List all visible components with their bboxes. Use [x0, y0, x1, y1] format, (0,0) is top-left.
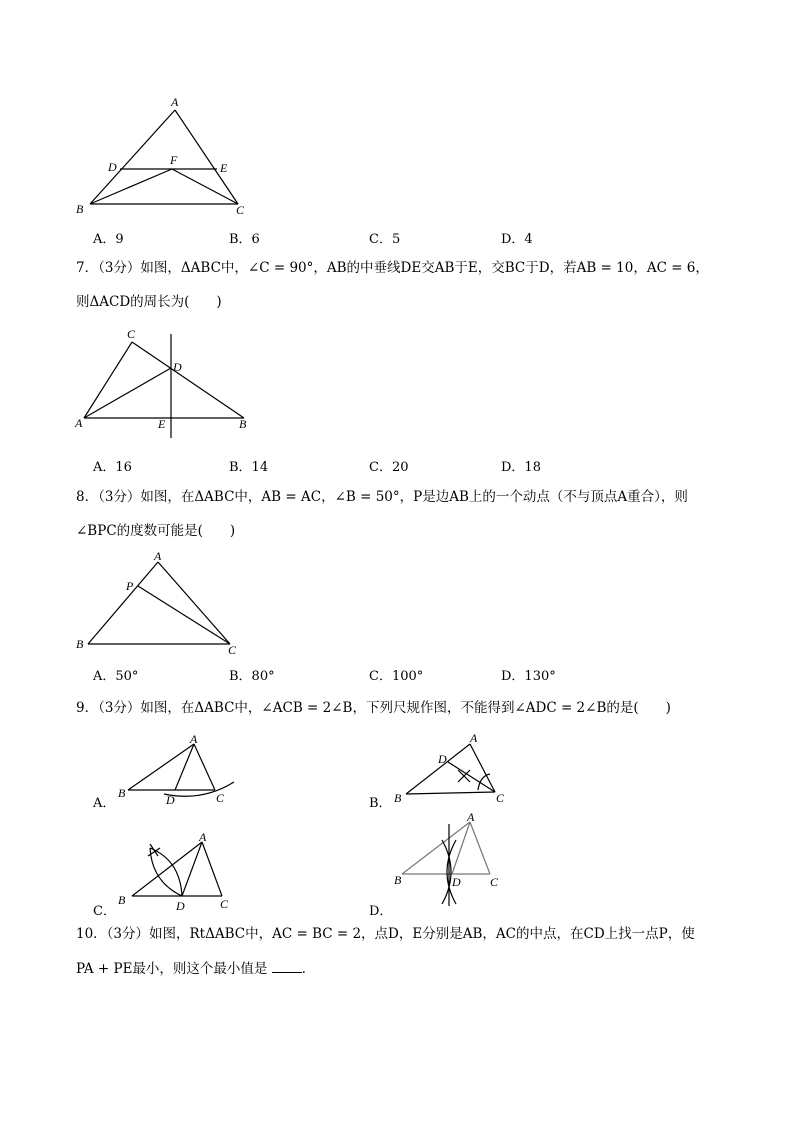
label-B: B [239, 417, 247, 431]
q10-stem-line2 [76, 960, 315, 978]
q9-figure-b [390, 730, 520, 810]
q6-option-b[interactable]: B．6 [229, 232, 260, 247]
q7-option-d[interactable]: D．18 [501, 460, 541, 475]
q8-figure [72, 548, 252, 658]
q9-option-d[interactable]: D． [369, 904, 393, 919]
label-D: D [452, 875, 461, 889]
label-D: D [108, 160, 117, 174]
label-E: E [220, 161, 228, 175]
q9-option-a[interactable]: A． [93, 796, 116, 811]
label-A: A [199, 830, 207, 844]
label-C: C [220, 897, 229, 911]
label-A: A [470, 731, 478, 745]
q8-stem-line1: 8．（3分）如图，在ΔABC中，AB = AC，∠B = 50°，P是边AB上的一个动点（不与顶点A重合），则 [76, 489, 688, 505]
label-A: A [171, 95, 179, 109]
label-A: A [154, 549, 162, 563]
label-B: B [76, 202, 84, 216]
label-C: C [228, 643, 237, 657]
label-A: A [190, 732, 198, 746]
q10-line2-text: PA + PE最小，则这个最小值是 [76, 961, 268, 977]
q9-figure-c [112, 830, 242, 915]
label-C: C [127, 327, 136, 341]
q9-stem-line1: 9．（3分）如图，在ΔABC中，∠ACB = 2∠B，下列尺规作图，不能得到∠ADC = 2∠B的是( ) [76, 700, 671, 716]
q6-option-c[interactable]: C．5 [369, 232, 401, 247]
q7-stem-line1: 7．（3分）如图，ΔABC中，∠C = 90°，AB的中垂线DE交AB于E，交BC于D，若AB = 10，AC = 6， [76, 260, 709, 276]
label-D: D [438, 752, 447, 766]
q9-option-b[interactable]: B． [369, 796, 392, 811]
q6-option-a[interactable]: A．9 [93, 232, 124, 247]
q7-option-b[interactable]: B．14 [229, 460, 269, 475]
q7-option-a[interactable]: A．16 [93, 460, 132, 475]
label-D: D [166, 793, 175, 807]
label-F: F [170, 153, 178, 167]
q10-answer-blank[interactable] [272, 960, 302, 973]
q7-option-c[interactable]: C．20 [369, 460, 409, 475]
label-C: C [490, 875, 499, 889]
q8-option-d[interactable]: D．130° [501, 669, 556, 684]
q6-option-d[interactable]: D．4 [501, 232, 533, 247]
label-B: B [394, 873, 402, 887]
label-E: E [158, 417, 166, 431]
label-B: B [118, 786, 126, 800]
q7-figure [72, 326, 262, 438]
label-P: P [126, 579, 134, 593]
label-C: C [236, 203, 245, 217]
q7-stem-line2: 则ΔACD的周长为( ) [76, 294, 222, 310]
label-C: C [496, 791, 505, 805]
q10-period: ． [301, 961, 316, 977]
q9-figure-d [390, 810, 520, 910]
label-C: C [216, 791, 225, 805]
q8-option-b[interactable]: B．80° [229, 669, 275, 684]
q8-option-c[interactable]: C．100° [369, 669, 424, 684]
q10-stem-line1: 10．（3分）如图，RtΔABC中，AC = BC = 2，点D，E分别是AB，AC的中点，在CD上找一点P，使 [76, 926, 695, 942]
label-D: D [173, 360, 182, 374]
label-B: B [118, 893, 126, 907]
q8-option-a[interactable]: A．50° [93, 669, 139, 684]
q9-figure-a [112, 732, 242, 807]
label-B: B [76, 637, 84, 651]
q9-option-c[interactable]: C． [93, 904, 116, 919]
label-A: A [75, 416, 83, 430]
label-D: D [176, 899, 185, 913]
label-B: B [394, 791, 402, 805]
q6-figure [70, 92, 260, 222]
label-A: A [467, 810, 475, 824]
q8-stem-line2: ∠BPC的度数可能是( ) [76, 523, 236, 539]
